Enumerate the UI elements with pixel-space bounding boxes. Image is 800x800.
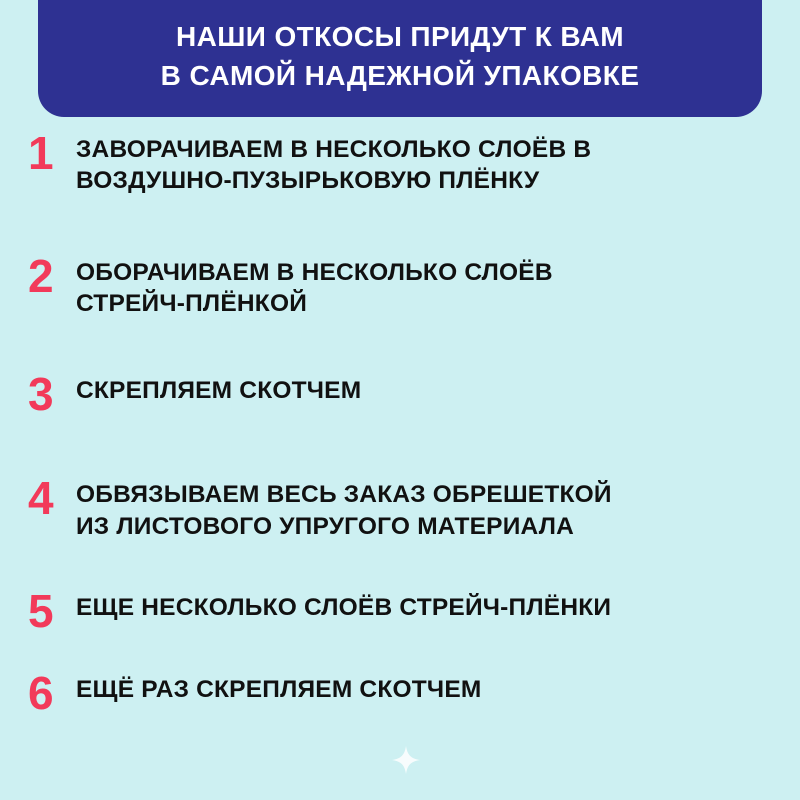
list-item <box>28 368 772 421</box>
step-text-line-1: ЕЩЕ НЕСКОЛЬКО СЛОЁВ СТРЕЙЧ-ПЛЁНКИ <box>76 594 612 622</box>
step-text <box>76 473 612 542</box>
step-number: 2 <box>28 249 54 302</box>
header-title-line-1: НАШИ ОТКОСЫ ПРИДУТ К ВАМ <box>175 21 624 52</box>
step-number: 3 <box>28 368 54 421</box>
step-text <box>76 128 591 197</box>
step-text-line-2: СТРЕЙЧ-ПЛЁНКОЙ <box>76 290 308 318</box>
step-number: 6 <box>28 667 54 720</box>
header-banner <box>38 0 762 117</box>
header-title-line-2: В САМОЙ НАДЕЖНОЙ УПАКОВКЕ <box>160 59 640 91</box>
step-number: 4 <box>28 472 54 525</box>
steps-list <box>0 127 800 720</box>
list-item <box>28 251 772 320</box>
list-item <box>28 128 772 197</box>
list-item <box>28 585 772 638</box>
step-text-line-1: ОБОРАЧИВАЕМ В НЕСКОЛЬКО СЛОЁВ <box>76 258 553 286</box>
step-text <box>76 586 611 623</box>
step-number: 1 <box>28 127 54 179</box>
sparkle-icon <box>392 746 420 774</box>
step-text-line-1: ЕЩЁ РАЗ СКРЕПЛЯЕМ СКОТЧЕМ <box>76 676 482 704</box>
list-item <box>28 667 772 720</box>
step-text <box>76 251 553 320</box>
step-text-line-1: ОБВЯЗЫВАЕМ ВЕСЬ ЗАКАЗ ОБРЕШЕТКОЙ <box>76 481 612 509</box>
list-item <box>28 473 772 542</box>
step-text-line-1: СКРЕПЛЯЕМ СКОТЧЕМ <box>76 377 362 405</box>
step-text-line-2: ИЗ ЛИСТОВОГО УПРУГОГО МАТЕРИАЛА <box>76 512 575 540</box>
step-text-line-2: ВОЗДУШНО-ПУЗЫРЬКОВУЮ ПЛЁНКУ <box>76 167 540 195</box>
step-text <box>76 668 481 705</box>
step-text-line-1: ЗАВОРАЧИВАЕМ В НЕСКОЛЬКО СЛОЁВ В <box>76 136 592 163</box>
step-text <box>76 369 361 406</box>
step-number: 5 <box>28 585 54 638</box>
